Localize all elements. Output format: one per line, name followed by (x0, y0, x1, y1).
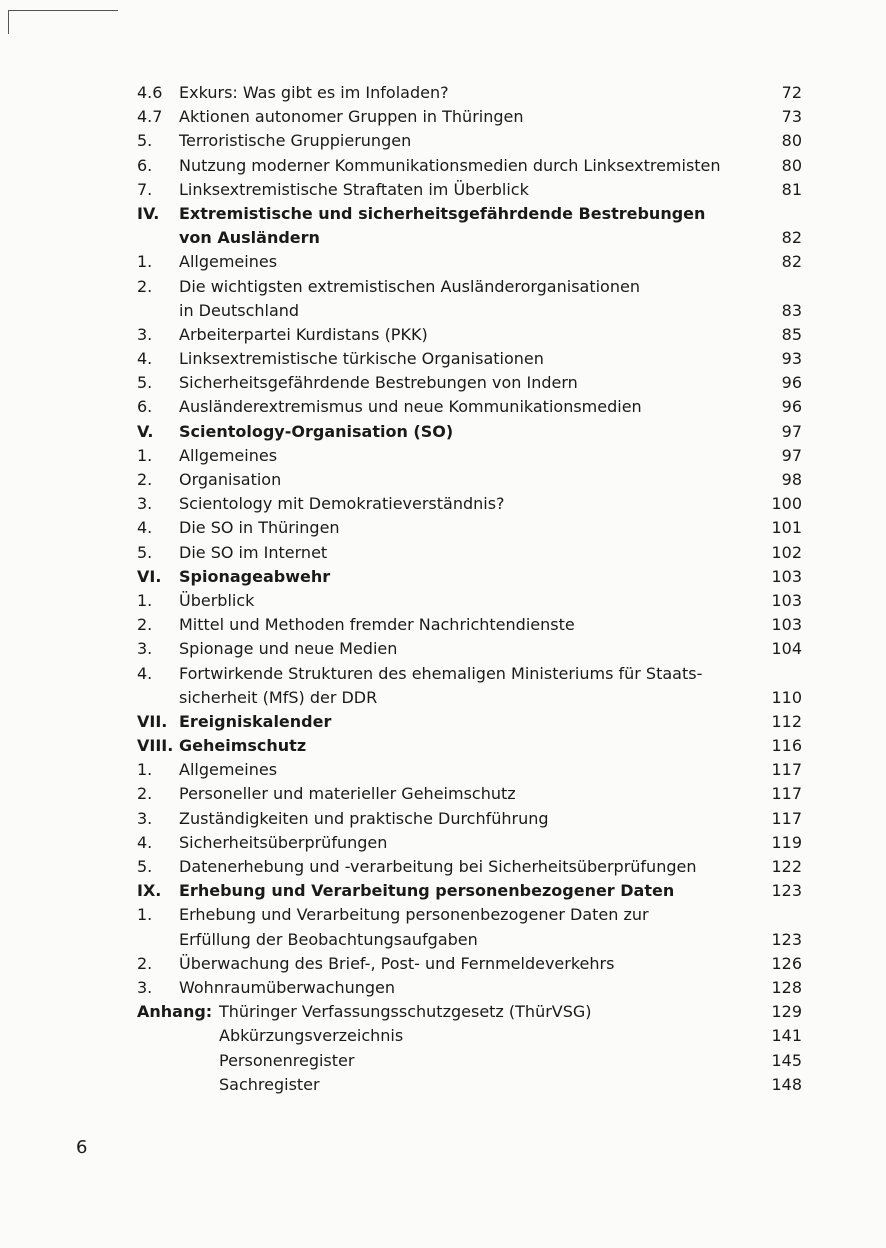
toc-page: 126 (771, 953, 802, 973)
toc-title: Ereigniskalender (179, 711, 332, 731)
toc-page: 103 (771, 615, 802, 635)
toc-title-line-1: Fortwirkende Strukturen des ehemaligen Ministeriums für Staats- (179, 663, 703, 683)
toc-entry-ix-2[interactable] (137, 952, 802, 976)
toc-page: 72 (781, 82, 802, 102)
toc-number: V. (137, 421, 154, 441)
toc-entry-vi-2[interactable] (137, 613, 802, 637)
toc-number: 6. (137, 397, 153, 417)
toc-title: Personenregister (219, 1050, 355, 1070)
toc-title: Ausländerextremismus und neue Kommunikationsmedien (179, 397, 642, 417)
toc-page: 80 (781, 131, 802, 151)
toc-title: Allgemeines (179, 252, 278, 272)
toc-page: 83 (781, 300, 802, 320)
toc-title: Abkürzungsverzeichnis (219, 1026, 404, 1046)
toc-entry-iv-2[interactable] (137, 275, 802, 323)
toc-title-line-2: in Deutschland (179, 300, 300, 320)
toc-page: 98 (781, 470, 802, 490)
scan-edge-mark-vertical (8, 10, 9, 34)
toc-page: 93 (781, 349, 802, 369)
toc-entry-iv-1[interactable] (137, 250, 802, 274)
toc-entry-7[interactable] (137, 178, 802, 202)
toc-title: Aktionen autonomer Gruppen in Thüringen (179, 107, 524, 127)
toc-section-iv[interactable] (137, 202, 802, 250)
toc-page: 103 (771, 566, 802, 586)
toc-title: Sachregister (219, 1074, 320, 1094)
toc-title: Die SO im Internet (179, 542, 328, 562)
toc-page: 73 (781, 107, 802, 127)
toc-page: 104 (771, 639, 802, 659)
toc-page: 141 (771, 1026, 802, 1046)
toc-entry-vi-3[interactable] (137, 637, 802, 661)
toc-number: 4. (137, 832, 153, 852)
toc-number: 1. (137, 445, 153, 465)
toc-number: IX. (137, 881, 162, 901)
toc-page: 117 (771, 784, 802, 804)
toc-number: 6. (137, 155, 153, 175)
toc-title: Allgemeines (179, 760, 278, 780)
toc-number: 1. (137, 252, 153, 272)
toc-entry-ix-1[interactable] (137, 903, 802, 951)
toc-entry-viii-3[interactable] (137, 807, 802, 831)
toc-number: 5. (137, 131, 153, 151)
toc-entry-v-5[interactable] (137, 541, 802, 565)
toc-entry-4-7[interactable] (137, 105, 802, 129)
toc-title: Exkurs: Was gibt es im Infoladen? (179, 82, 449, 102)
toc-page: 123 (771, 881, 802, 901)
toc-title: Nutzung moderner Kommunikationsmedien durch Linksextremisten (179, 155, 721, 175)
toc-title: Linksextremistische türkische Organisationen (179, 349, 544, 369)
toc-title: Geheimschutz (179, 736, 307, 756)
toc-page: 101 (771, 518, 802, 538)
toc-entry-iv-4[interactable] (137, 347, 802, 371)
toc-number: 2. (137, 784, 153, 804)
toc-page: 80 (781, 155, 802, 175)
toc-number: VI. (137, 566, 162, 586)
toc-section-viii[interactable] (137, 734, 802, 758)
toc-page: 103 (771, 590, 802, 610)
toc-title: Mittel und Methoden fremder Nachrichtendienste (179, 615, 575, 635)
toc-title (179, 202, 752, 250)
toc-entry-v-4[interactable] (137, 516, 802, 540)
toc-number: 4. (137, 349, 153, 369)
toc-title: Die SO in Thüringen (179, 518, 340, 538)
toc-page: 82 (781, 228, 802, 248)
toc-number: 5. (137, 857, 153, 877)
toc-number: 4.7 (137, 107, 163, 127)
toc-title: Sicherheitsgefährdende Bestrebungen von Indern (179, 373, 578, 393)
toc-title: Spionage und neue Medien (179, 639, 398, 659)
toc-entry-vi-4[interactable] (137, 662, 802, 710)
toc-entry-iv-3[interactable] (137, 323, 802, 347)
toc-page: 119 (771, 832, 802, 852)
toc-page: 102 (771, 542, 802, 562)
toc-page: 128 (771, 977, 802, 997)
toc-page: 85 (781, 324, 802, 344)
table-of-contents (137, 81, 802, 1097)
toc-number: 4. (137, 663, 153, 683)
toc-entry-vi-1[interactable] (137, 589, 802, 613)
toc-page: 117 (771, 760, 802, 780)
toc-title: Scientology-Organisation (SO) (179, 421, 454, 441)
toc-page: 96 (781, 397, 802, 417)
toc-number: 2. (137, 615, 153, 635)
toc-title: Allgemeines (179, 445, 278, 465)
toc-page: 117 (771, 808, 802, 828)
toc-title (179, 275, 752, 323)
toc-page: 116 (771, 736, 802, 756)
toc-page: 129 (771, 1002, 802, 1022)
toc-number: 4. (137, 518, 153, 538)
toc-page: 97 (781, 421, 802, 441)
toc-number: VIII. (137, 736, 174, 756)
toc-number: 1. (137, 760, 153, 780)
toc-entry-v-3[interactable] (137, 492, 802, 516)
toc-title-line-2: von Ausländern (179, 228, 320, 248)
toc-entry-ix-3[interactable] (137, 976, 802, 1000)
toc-entry-viii-1[interactable] (137, 758, 802, 782)
toc-number: 5. (137, 373, 153, 393)
toc-number: VII. (137, 711, 168, 731)
toc-anhang-2[interactable] (137, 1024, 802, 1048)
page-number: 6 (76, 1137, 88, 1158)
toc-title: Erhebung und Verarbeitung personenbezogener Daten (179, 881, 675, 901)
toc-title-line-1: Die wichtigsten extremistischen Ausländerorganisationen (179, 276, 640, 296)
toc-page: 112 (771, 711, 802, 731)
toc-number: 2. (137, 276, 153, 296)
toc-section-v[interactable] (137, 420, 802, 444)
toc-page: 100 (771, 494, 802, 514)
toc-page: 97 (781, 445, 802, 465)
toc-title: Terroristische Gruppierungen (179, 131, 412, 151)
toc-entry-iv-6[interactable] (137, 395, 802, 419)
toc-title: Wohnraumüberwachungen (179, 977, 396, 997)
toc-title: Spionageabwehr (179, 566, 331, 586)
toc-section-vii[interactable] (137, 710, 802, 734)
toc-number: 1. (137, 590, 153, 610)
toc-page: 82 (781, 252, 802, 272)
toc-number: 2. (137, 470, 153, 490)
toc-anhang-4[interactable] (137, 1073, 802, 1097)
toc-entry-viii-4[interactable] (137, 831, 802, 855)
toc-page: 123 (771, 929, 802, 949)
toc-title: Überblick (179, 590, 255, 610)
toc-title: Überwachung des Brief-, Post- und Fernmeldeverkehrs (179, 953, 615, 973)
toc-title-line-2: sicherheit (MfS) der DDR (179, 687, 378, 707)
toc-title (179, 662, 752, 710)
toc-page: 96 (781, 373, 802, 393)
toc-anhang-3[interactable] (137, 1049, 802, 1073)
toc-entry-4-6[interactable] (137, 81, 802, 105)
toc-entry-viii-5[interactable] (137, 855, 802, 879)
toc-page: 81 (781, 179, 802, 199)
toc-title-line-1: Extremistische und sicherheitsgefährdende Bestrebungen (179, 203, 706, 223)
scan-edge-mark (8, 10, 118, 11)
toc-title: Organisation (179, 470, 282, 490)
toc-page: 122 (771, 857, 802, 877)
toc-number: 3. (137, 494, 153, 514)
toc-number: 2. (137, 953, 153, 973)
toc-number: 4.6 (137, 82, 163, 102)
toc-number: 3. (137, 977, 153, 997)
toc-title: Personeller und materieller Geheimschutz (179, 784, 516, 804)
toc-title: Zuständigkeiten und praktische Durchführung (179, 808, 549, 828)
toc-number: 3. (137, 324, 153, 344)
toc-entry-v-1[interactable] (137, 444, 802, 468)
toc-section-ix[interactable] (137, 879, 802, 903)
toc-title-line-1: Erhebung und Verarbeitung personenbezogener Daten zur (179, 905, 649, 925)
toc-page: 145 (771, 1050, 802, 1070)
toc-entry-5[interactable] (137, 129, 802, 153)
toc-entry-viii-2[interactable] (137, 782, 802, 806)
toc-number: 3. (137, 639, 153, 659)
toc-entry-6[interactable] (137, 154, 802, 178)
toc-entry-v-2[interactable] (137, 468, 802, 492)
toc-section-vi[interactable] (137, 565, 802, 589)
anhang-label: Anhang: (137, 1002, 213, 1022)
toc-title: Linksextremistische Straftaten im Überblick (179, 179, 529, 199)
toc-title: Arbeiterpartei Kurdistans (PKK) (179, 324, 428, 344)
toc-title: Sicherheitsüberprüfungen (179, 832, 388, 852)
toc-title-line-2: Erfüllung der Beobachtungsaufgaben (179, 929, 478, 949)
toc-title: Thüringer Verfassungsschutzgesetz (ThürVSG) (219, 1002, 592, 1022)
toc-number: 3. (137, 808, 153, 828)
toc-anhang-1[interactable] (137, 1000, 802, 1024)
toc-page: 148 (771, 1074, 802, 1094)
toc-title (179, 903, 752, 951)
toc-number: 5. (137, 542, 153, 562)
toc-title: Datenerhebung und -verarbeitung bei Sicherheitsüberprüfungen (179, 857, 697, 877)
toc-page: 110 (771, 687, 802, 707)
toc-number: 7. (137, 179, 153, 199)
toc-number: IV. (137, 203, 160, 223)
toc-number: 1. (137, 905, 153, 925)
toc-entry-iv-5[interactable] (137, 371, 802, 395)
toc-title: Scientology mit Demokratieverständnis? (179, 494, 505, 514)
